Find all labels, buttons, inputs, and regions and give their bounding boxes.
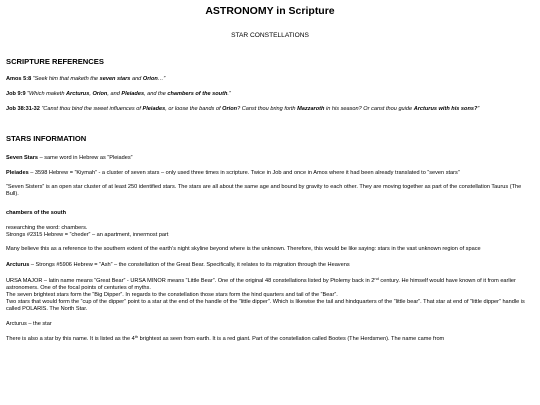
- big-dipper-line: The seven brightest stars form the “Big Dipper”. In regards to the constellation those stars form the hind quarters and tail of the “Bear”.: [6, 292, 338, 298]
- amos-reference: [6, 76, 534, 83]
- seven-stars-label: Seven Stars: [6, 155, 39, 161]
- chambers-research-line: researching the word: chambers.: [6, 225, 88, 231]
- scripture-references-heading: SCRIPTURE REFERENCES: [6, 57, 104, 66]
- arcturus-entry: Arcturus – Strongs #5906 Hebrew = “Ash” – the constellation of the Great Bear. Specifically, it relates to its migration through the Heavens: [6, 262, 350, 268]
- seven-stars-entry: Seven Stars – same word in Hebrew as “Pleiades”: [6, 155, 133, 161]
- pleiades-entry: Pleiades – 3598 Hebrew = “Kiymah” - a cluster of seven stars – only used three times in scripture. Twice in Job and once in Amos where it had been already translated to “seven stars”: [6, 170, 460, 176]
- arcturus-star-paragraph: There is also a star by this name. It is listed as the 4th brightest as seen from earth. It is a red giant. Part of the constellation called Bootes (The Herdsmen). The name came from: [6, 333, 445, 342]
- ursa-paragraph: URSA MAJOR – latin name means “Great Bear” - URSA MINOR means “Little Bear”. One of the original 48 constellations listed by Ptolemy back in 2nd century. He himself would have known of it from earlier astronomers. One of the focal points of centuries of myths.: [6, 275, 516, 291]
- job9-ref: Job 9:9: [6, 91, 26, 97]
- chambers-strongs-line: Strongs #2315 Hebrew = “cheder” – an apartment, innermost part: [6, 232, 169, 238]
- job9-quote: “Which maketh Arcturus, Orion, and Pleiades, and the chambers of the south.”: [25, 91, 231, 97]
- page-title: ASTRONOMY in Scripture: [205, 5, 335, 17]
- pleiades-label: Pleiades: [6, 170, 29, 176]
- stars-information-heading: STARS INFORMATION: [6, 134, 87, 143]
- little-dipper-paragraph: Two stars that would form the “cup of the dipper” point to a star at the end of the handle of the “little dipper”. Which is likewise the tail and hindquarters of the “little bear”. That star at end of “little dipper” handle is called POLARIS. The North Star.: [6, 299, 525, 312]
- job38-reference: [6, 106, 534, 113]
- job38-quote: “Canst thou bind the sweet influences of Pleiades, or loose the bands of Orion? Canst thou bring forth Mazzaroth in his season? Or canst thou guide Arcturus with his sons?”: [39, 106, 480, 112]
- arcturus-star-line: Arcturus – the star: [6, 321, 52, 327]
- job9-reference: [6, 91, 534, 98]
- arcturus-label: Arcturus: [6, 262, 30, 268]
- chambers-heading: chambers of the south: [6, 210, 66, 216]
- page-subtitle: STAR CONSTELLATIONS: [231, 32, 309, 39]
- amos-quote: “Seek him that maketh the seven stars and Orion…”: [32, 76, 166, 82]
- amos-ref: Amos 5:8: [6, 76, 32, 82]
- seven-sisters-paragraph: “Seven Sisters” is an open star cluster of at least 250 identified stars. The stars are all about the same age and bound by gravity to each other. They are moving together as part of the constellation Taurus (The Bull).: [6, 184, 522, 197]
- chambers-paragraph: Many believe this as a reference to the southern extent of the earth’s night skyline beyond where is the unknown. Therefore, this would be like saying: stars in the vast unknown region of space: [6, 246, 481, 252]
- job38-ref: Job 38:31-32: [6, 106, 40, 112]
